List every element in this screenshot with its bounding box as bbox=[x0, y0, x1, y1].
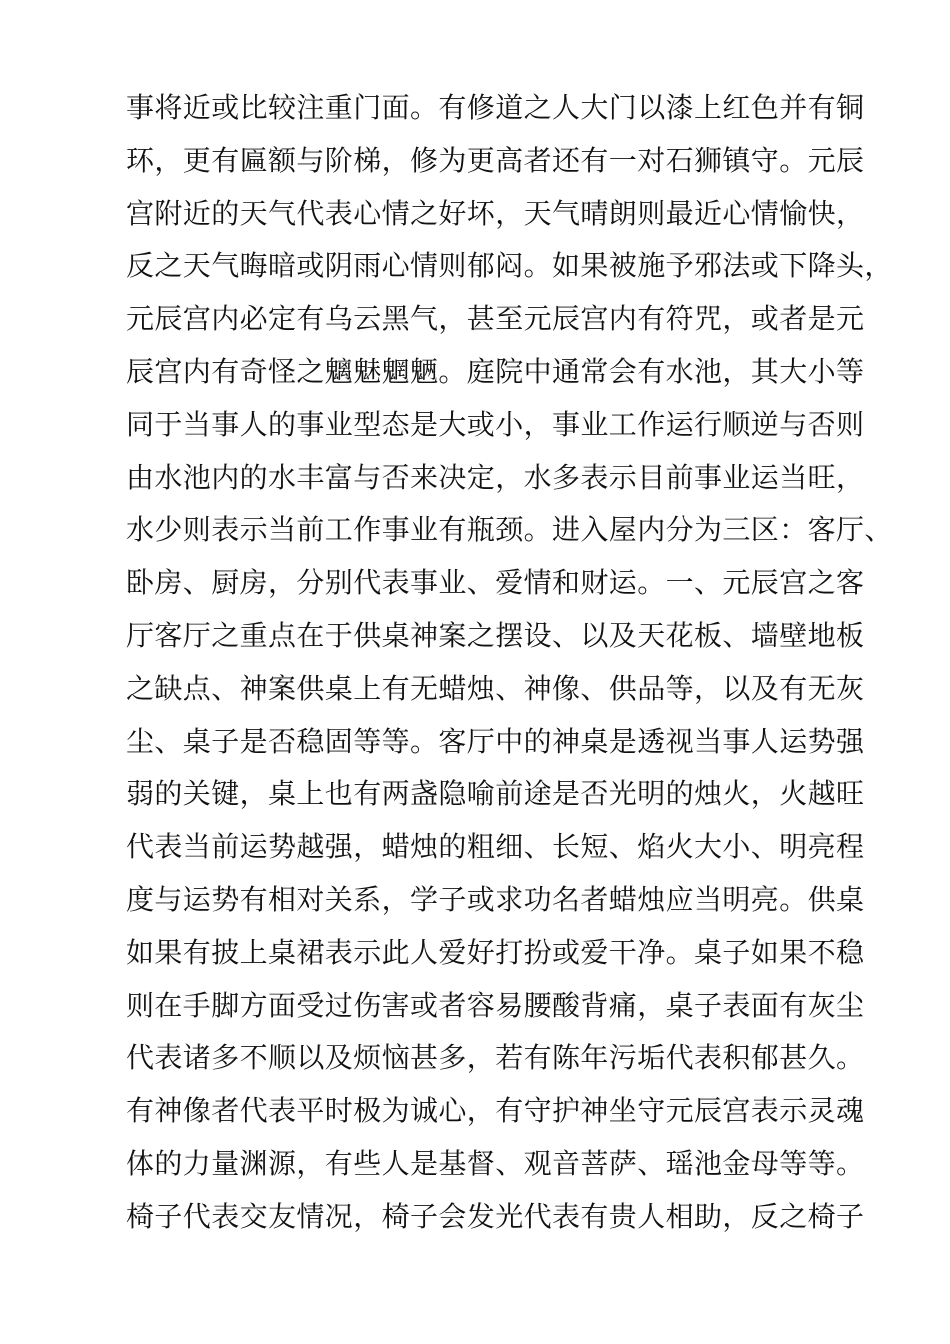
text-line: 水少则表示当前工作事业有瓶颈。进入屋内分为三区：客厅、 bbox=[126, 513, 893, 547]
text-line: 体的力量渊源，有些人是基督、观音菩萨、瑶池金母等等。 bbox=[126, 1146, 865, 1180]
text-line: 事将近或比较注重门面。有修道之人大门以漆上红色并有铜 bbox=[126, 91, 865, 124]
text-line: 如果有披上桌裙表示此人爱好打扮或爱干净。桌子如果不稳 bbox=[126, 935, 865, 969]
text-line: 则在手脚方面受过伤害或者容易腰酸背痛，桌子表面有灰尘 bbox=[126, 988, 865, 1022]
text-line: 之缺点、神案供桌上有无蜡烛、神像、供品等，以及有无灰 bbox=[126, 671, 865, 705]
body-text bbox=[126, 82, 893, 1244]
text-line: 卧房、厨房，分别代表事业、爱情和财运。一、元辰宫之客 bbox=[126, 566, 865, 600]
text-line: 度与运势有相对关系，学子或求功名者蜡烛应当明亮。供桌 bbox=[126, 882, 865, 916]
text-line: 弱的关键，桌上也有两盏隐喻前途是否光明的烛火，火越旺 bbox=[126, 777, 865, 811]
text-line: 元辰宫内必定有乌云黑气，甚至元辰宫内有符咒，或者是元 bbox=[126, 302, 865, 336]
text-line: 反之天气晦暗或阴雨心情则郁闷。如果被施予邪法或下降头， bbox=[126, 249, 893, 283]
text-line: 厅客厅之重点在于供桌神案之摆设、以及天花板、墙壁地板 bbox=[126, 618, 865, 652]
text-line: 环，更有匾额与阶梯，修为更高者还有一对石狮镇守。元辰 bbox=[126, 143, 865, 177]
text-line: 尘、桌子是否稳固等等。客厅中的神桌是透视当事人运势强 bbox=[126, 724, 865, 758]
text-line: 由水池内的水丰富与否来决定，水多表示目前事业运当旺， bbox=[126, 460, 865, 494]
text-line: 同于当事人的事业型态是大或小，事业工作运行顺逆与否则 bbox=[126, 407, 865, 441]
text-line: 辰宫内有奇怪之魑魅魍魉。庭院中通常会有水池，其大小等 bbox=[126, 354, 865, 388]
text-line: 宫附近的天气代表心情之好坏，天气晴朗则最近心情愉快， bbox=[126, 196, 865, 230]
text-line: 代表诸多不顺以及烦恼甚多，若有陈年污垢代表积郁甚久。 bbox=[126, 1041, 865, 1075]
text-line: 代表当前运势越强，蜡烛的粗细、长短、焰火大小、明亮程 bbox=[126, 830, 865, 864]
text-line: 椅子代表交友情况，椅子会发光代表有贵人相助，反之椅子 bbox=[126, 1199, 865, 1233]
text-line: 有神像者代表平时极为诚心，有守护神坐守元辰宫表示灵魂 bbox=[126, 1094, 865, 1128]
